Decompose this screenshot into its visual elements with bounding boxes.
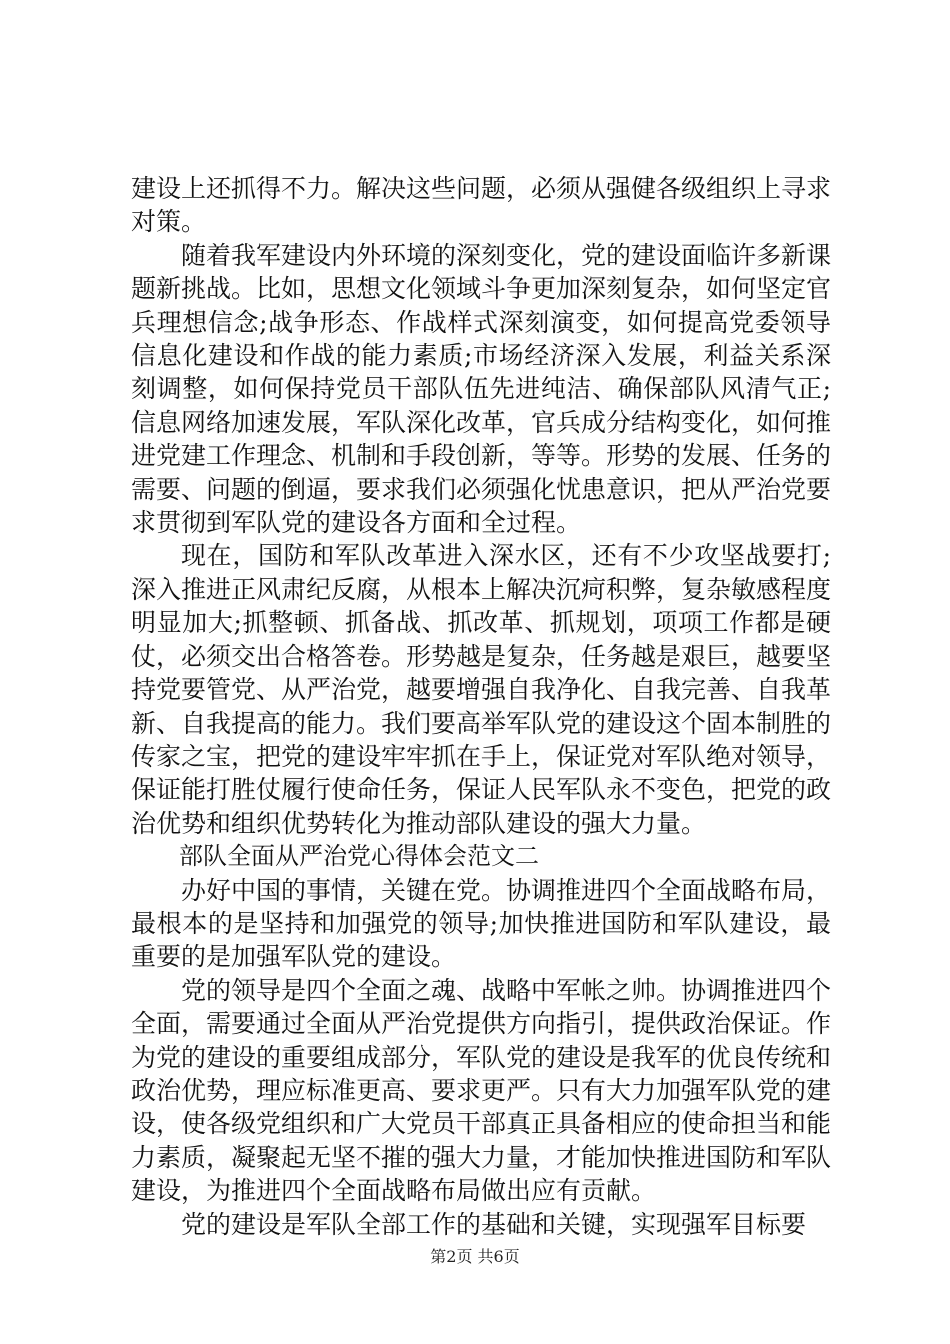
paragraph: 现在，国防和军队改革进入深水区，还有不少攻坚战要打;深入推进正风肃纪反腐，从根本上解决沉疴积弊，复杂敏感程度明显加大;抓整顿、抓备战、抓改革、抓规划，项项工作都是硬仗，必须交出合格答卷。形势越是复杂，任务越是艰巨，越要坚持党要管党、从严治党，越要增强自我净化、自我完善、自我革新、自我提高的能力。我们要高举军队党的建设这个固本制胜的传家之宝，把党的建设牢牢抓在手上，保证党对军队绝对领导，保证能打胜仗履行使命任务，保证人民军队永不变色，把党的政治优势和组织优势转化为推动部队建设的强大力量。: [131, 541, 832, 838]
paragraph: 党的建设是军队全部工作的基础和关键，实现强军目标要: [181, 1209, 807, 1239]
section-heading: 部队全面从严治党心得体会范文二: [179, 842, 539, 871]
paragraph: 党的领导是四个全面之魂、战略中军帐之帅。协调推进四个全面，需要通过全面从严治党提供方向指引，提供政治保证。作为党的建设的重要组成部分，军队党的建设是我军的优良传统和政治优势，理应标准更高、要求更严。只有大力加强军队党的建设，使各级党组织和广大党员干部真正具备相应的使命担当和能力素质，凝聚起无坚不摧的强大力量，才能加快推进国防和军队建设，为推进四个全面战略布局做出应有贡献。: [131, 975, 832, 1206]
document-body: [131, 172, 831, 1241]
paragraph: 办好中国的事情，关键在党。协调推进四个全面战略布局，最根本的是坚持和加强党的领导;加快推进国防和军队建设，最重要的是加强军队党的建设。: [131, 875, 832, 972]
paragraph: 随着我军建设内外环境的深刻变化，党的建设面临许多新课题新挑战。比如，思想文化领域斗争更加深刻复杂，如何坚定官兵理想信念;战争形态、作战样式深刻演变，如何提高党委领导信息化建设和作战的能力素质;市场经济深入发展，利益关系深刻调整，如何保持党员干部队伍先进纯洁、确保部队风清气正;信息网络加速发展，军队深化改革，官兵成分结构变化，如何推进党建工作理念、机制和手段创新，等等。形势的发展、任务的需要、问题的倒逼，要求我们必须强化忧患意识，把从严治党要求贯彻到军队党的建设各方面和全过程。: [131, 240, 832, 538]
page-number-footer: 第2页 共6页: [430, 1247, 520, 1266]
paragraph-continuation: 建设上还抓得不力。解决这些问题，必须从强健各级组织上寻求对策。: [131, 174, 832, 237]
